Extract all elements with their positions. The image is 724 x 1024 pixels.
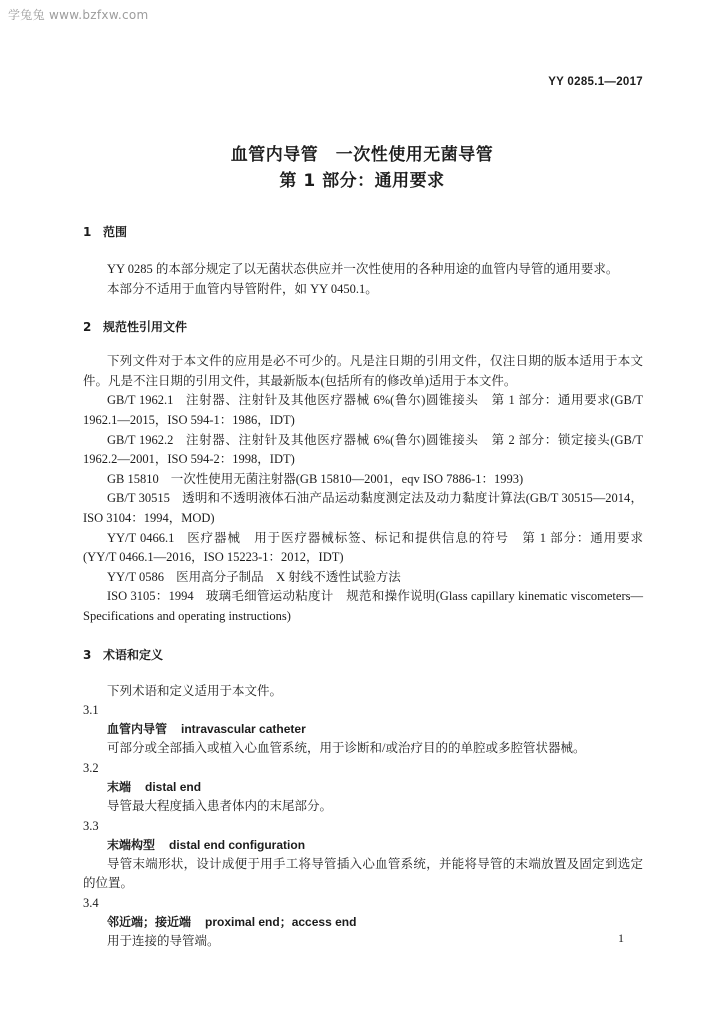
document-title: 血管内导管 一次性使用无菌导管 [230, 145, 494, 165]
term-definition: 可部分或全部插入或植入心血管系统，用于诊断和/或治疗目的的单腔或多腔管状器械。 [107, 741, 586, 756]
term-english: proximal end；access end [205, 915, 357, 930]
term-english: distal end [145, 779, 202, 794]
document-number: YY 0285.1—2017 [548, 76, 643, 88]
reference-item [83, 529, 643, 568]
reference-text: 透明和不透明液体石油产品运动黏度测定法及动力黏度计算法(GB/T 30515—2014，ISO 3104：1994，MOD) [83, 491, 643, 525]
paragraph: 本部分不适用于血管内导管附件，如 YY 0450.1。 [107, 281, 378, 296]
section-heading-terms [83, 645, 643, 665]
page-number: 1 [618, 931, 624, 945]
paragraph: YY 0285 的本部分规定了以无菌状态供应并一次性使用的各种用途的血管内导管的通用要求。 [107, 262, 619, 276]
term-chinese: 邻近端；接近端 [107, 915, 192, 930]
section-title: 术语和定义 [103, 647, 164, 662]
watermark: 学兔兔 www.bzfxw.com [8, 8, 149, 22]
reference-code: YY/T 0586 [107, 569, 165, 584]
reference-item [83, 470, 643, 490]
term-english: distal end configuration [169, 837, 306, 852]
term-chinese: 末端构型 [107, 837, 156, 852]
section-number: 3 [83, 647, 92, 662]
term-name [83, 778, 643, 797]
scope-body [83, 260, 643, 299]
term-definition: 用于连接的导管端。 [107, 934, 220, 949]
term-entry [83, 817, 643, 894]
section-title: 范围 [103, 225, 128, 239]
section-heading-scope [83, 222, 643, 242]
reference-text: 注射器、注射针及其他医疗器械 6%(鲁尔)圆锥接头 第 2 部分：锁定接头(GB/T 1962.2—2001，ISO 594-2：1998，IDT) [83, 432, 643, 467]
reference-text: 一次性使用无菌注射器(GB 15810—2001，eqv ISO 7886-1：1993) [170, 471, 524, 486]
document-subtitle: 第 1 部分：通用要求 [279, 171, 445, 191]
reference-item [83, 431, 643, 470]
term-name [83, 913, 643, 932]
section-number: 2 [83, 320, 92, 335]
term-chinese: 末端 [107, 779, 132, 794]
term-name [83, 720, 643, 739]
reference-text: 玻璃毛细管运动粘度计 规范和操作说明(Glass capillary kinematic viscometers—Specifications and operating instructions) [83, 589, 643, 623]
reference-item [83, 587, 643, 626]
paragraph: 下列术语和定义适用于本文件。 [107, 683, 283, 698]
reference-code: YY/T 0466.1 [107, 530, 175, 545]
reference-item [83, 489, 643, 528]
term-english: intravascular catheter [181, 722, 306, 737]
reference-item [83, 391, 643, 430]
term-number: 3.1 [83, 702, 99, 717]
term-definition: 导管最大程度插入患者体内的末尾部分。 [107, 799, 333, 814]
term-entry [83, 701, 643, 759]
reference-code: ISO 3105：1994 [107, 589, 194, 604]
paragraph: 下列文件对于本文件的应用是必不可少的。凡是注日期的引用文件，仅注日期的版本适用于本文件。凡是不注日期的引用文件，其最新版本(包括所有的修改单)适用于本文件。 [83, 354, 643, 388]
term-definition: 导管末端形状，设计成便于用手工将导管插入心血管系统，并能将导管的末端放置及固定到选定的位置。 [83, 857, 643, 891]
reference-text: 医用高分子制品 X 射线不透性试验方法 [176, 569, 401, 584]
terms-body [83, 682, 643, 952]
section-heading-normative-references [83, 317, 643, 337]
references-body [83, 352, 643, 626]
term-entry [83, 894, 643, 952]
document-body [83, 222, 643, 952]
section-number: 1 [83, 225, 92, 239]
term-entry [83, 759, 643, 817]
reference-code: GB/T 1962.1 [107, 393, 174, 408]
reference-item [83, 568, 643, 588]
term-number: 3.2 [83, 760, 99, 775]
reference-code: GB/T 30515 [107, 491, 170, 506]
term-chinese: 血管内导管 [107, 722, 168, 737]
term-number: 3.3 [83, 818, 99, 833]
reference-text: 医疗器械 用于医疗器械标签、标记和提供信息的符号 第 1 部分：通用要求(YY/T 0466.1—2016，ISO 15223-1：2012，IDT) [83, 530, 643, 565]
reference-code: GB/T 1962.2 [107, 432, 174, 447]
reference-code: GB 15810 [107, 471, 159, 486]
section-title: 规范性引用文件 [103, 320, 188, 335]
reference-text: 注射器、注射针及其他医疗器械 6%(鲁尔)圆锥接头 第 1 部分：通用要求(GB/T 1962.1—2015，ISO 594-1：1986，IDT) [83, 393, 643, 427]
term-name [83, 836, 643, 855]
term-number: 3.4 [83, 895, 99, 910]
